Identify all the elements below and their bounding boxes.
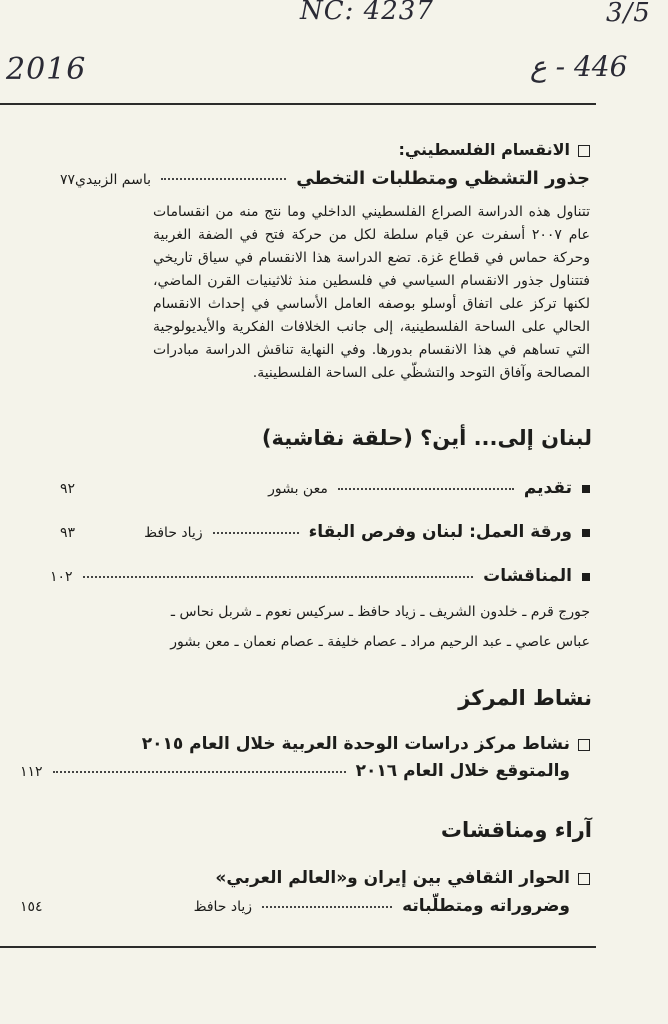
leader-dots xyxy=(213,531,299,534)
checkbox-icon xyxy=(578,739,590,751)
entry-title: تقديم xyxy=(523,478,572,498)
entry-page: ١٠٢ xyxy=(50,569,73,585)
participants-line: جورج قرم ـ خلدون الشريف ـ زياد حافظ ـ سركيس نعوم ـ شربل نحاس ـ xyxy=(170,604,590,620)
section3-heading: نشاط المركز xyxy=(458,686,592,710)
bottom-rule xyxy=(0,946,596,948)
section1-heading-row xyxy=(398,140,590,159)
section2-heading: لبنان إلى... أين؟ (حلقة نقاشية) xyxy=(261,426,592,450)
abstract-text: تتناول هذه الدراسة الصراع الفلسطيني الداخلي وما نتج منه من انقسامات عام ٢٠٠٧ أسفرت عن قيام سلطة لكل من حركة فتح في الضفة الغربية وحركة حماس في قطاع غزة. تضع الدراسة هذا الانقسام في سياق تاريخي فتتناول جذور الانقسام السياسي في فلسطين منذ ثلاثينيات القرن الماضي، لكنها تركز على اتفاق أوسلو بوصفه العامل الأساسي في إحداث الانقسام الحالي على الساحة الفلسطينية، إلى جانب الخلافات الفكرية والأيديولوجية التي تساهم في هذا الانقسام بدورها. وفي النهاية تناقش الدراسة مبادرات المصالحة وآفاق التوحد والتشظّي على الساحة الفلسطينية. xyxy=(153,204,590,381)
entry-title: نشاط مركز دراسات الوحدة العربية خلال العام ٢٠١٥ xyxy=(141,734,570,754)
entry-title-cont: والمتوقع خلال العام ٢٠١٦ xyxy=(355,761,570,781)
entry-author: باسم الزبيدي xyxy=(75,172,152,188)
toc-entry xyxy=(60,522,590,542)
participants-line: عباس عاصي ـ عبد الرحيم مراد ـ عصام خليفة ـ عصام نعمان ـ معن بشور xyxy=(170,634,590,650)
leader-dots xyxy=(161,177,286,180)
entry-title: جذور التشظي ومتطلبات التخطي xyxy=(296,168,590,189)
entry-page: ٧٧ xyxy=(60,172,76,188)
handwritten-reference: NC: 4237 xyxy=(300,0,434,26)
leader-dots xyxy=(53,770,346,773)
entry-title: الحوار الثقافي بين إيران و«العالم العربي» xyxy=(215,868,570,888)
handwritten-year: 2016 xyxy=(6,52,87,87)
entry-title: ورقة العمل: لبنان وفرص البقاء xyxy=(308,522,572,542)
toc-entry xyxy=(60,478,590,498)
bullet-square-icon xyxy=(582,529,590,537)
entry-author: زياد حافظ xyxy=(193,899,253,915)
top-rule xyxy=(0,103,596,105)
leader-dots xyxy=(262,905,392,908)
leader-dots xyxy=(83,575,474,578)
entry-title: المناقشات xyxy=(483,566,572,586)
leader-dots xyxy=(338,487,514,490)
checkbox-icon xyxy=(578,145,590,157)
entry-page: ١٥٤ xyxy=(20,899,43,915)
toc-entry-line2 xyxy=(20,761,570,781)
entry-author: معن بشور xyxy=(268,481,328,497)
handwritten-issue: 446 - ع xyxy=(530,50,628,83)
toc-entry-line2 xyxy=(20,896,570,916)
toc-entry-line1 xyxy=(215,868,590,888)
section4-heading: آراء ومناقشات xyxy=(440,818,592,842)
entry-page: ٩٢ xyxy=(60,481,76,497)
entry-title-cont: وضروراته ومتطلّباته xyxy=(402,896,570,916)
section1-heading: الانقسام الفلسطيني: xyxy=(398,140,570,159)
entry-author: زياد حافظ xyxy=(144,525,203,541)
checkbox-icon xyxy=(578,873,590,885)
entry-page: ٩٣ xyxy=(60,525,76,541)
handwritten-page-fraction: 3/5 xyxy=(606,0,651,28)
toc-entry xyxy=(50,566,590,586)
toc-entry-line1 xyxy=(142,734,590,754)
entry-page: ١١٢ xyxy=(20,764,43,780)
bullet-square-icon xyxy=(582,573,590,581)
bullet-square-icon xyxy=(582,485,590,493)
toc-entry xyxy=(60,168,590,189)
